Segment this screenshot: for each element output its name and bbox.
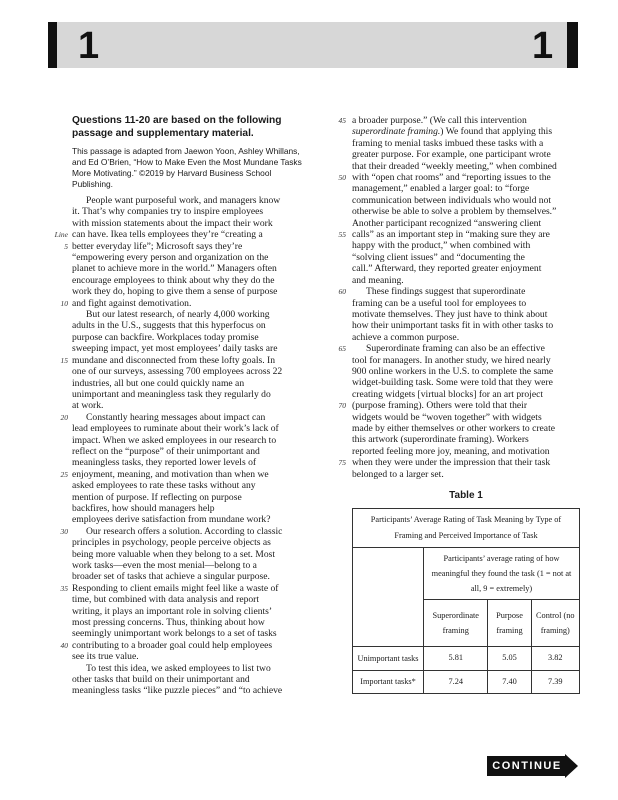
line-text: most pressing concerns. Thus, thinking about how: [72, 617, 265, 629]
line-number: 65: [338, 344, 346, 354]
line-text: that their dreaded “weekly meeting,” when combined: [352, 160, 557, 172]
passage-line: [352, 332, 580, 343]
line-text: enjoyment, meaning, and motivation than when we: [72, 468, 269, 480]
line-text: happy with the product,” when combined with: [352, 240, 531, 252]
passage-line: [72, 617, 312, 628]
passage-line: [72, 663, 312, 674]
line-text: (purpose framing). Others were told that their: [352, 400, 528, 412]
passage-line: [352, 275, 580, 286]
line-number: 70: [338, 401, 346, 411]
line-number: 15: [60, 355, 68, 365]
line-text: industries, all but one could quickly name an: [72, 377, 245, 389]
source-line: This passage is adapted from Jaewon Yoon, Ashley Whillans,: [72, 146, 300, 156]
line-number: 60: [338, 287, 346, 297]
passage-line: [352, 138, 580, 149]
line-number: 75: [338, 458, 346, 468]
line-text: greater purpose. For example, one participant wrote: [352, 149, 551, 161]
header-left-block: [48, 22, 57, 68]
passage-line: [352, 298, 580, 309]
row-label: Important tasks*: [353, 671, 424, 694]
passage-line: [72, 571, 312, 582]
table-row: [353, 671, 580, 694]
table-cell: 5.81: [424, 647, 488, 671]
passage-line: [72, 651, 312, 662]
passage-line: [72, 320, 312, 331]
line-text: People want purposeful work, and managers know: [86, 195, 281, 206]
line-text: with mission statements about the impact their work: [72, 217, 273, 229]
line-number: 5: [64, 241, 68, 251]
line-text: backfires, how should managers help: [72, 502, 215, 514]
passage-line: [352, 469, 580, 480]
passage-line: [72, 514, 312, 525]
table-subheader-row: [353, 548, 580, 600]
passage-line: [338, 115, 580, 126]
table-corner-cell: [353, 548, 424, 647]
questions-heading: Questions 11-20 are based on the following passage and supplementary material.: [72, 115, 282, 139]
line-text: widgets would be “woven together” with widgets: [352, 411, 542, 423]
passage-line: [72, 549, 312, 560]
line-text: planet to achieve more in the world.” Managers often: [72, 263, 277, 275]
table-cell: 7.40: [488, 671, 531, 694]
column-header: Purpose framing: [488, 600, 531, 647]
line-number: Line: [54, 230, 68, 240]
line-text: at work.: [72, 400, 104, 412]
line-text: tool for managers. In another study, we hired nearly: [352, 354, 551, 366]
line-text: reflect on the “purpose” of their unimportant and: [72, 445, 260, 457]
right-column: [338, 115, 580, 694]
passage-line: [72, 628, 312, 639]
passage-line: [72, 435, 312, 446]
line-number: 40: [60, 640, 68, 650]
passage-line: [72, 503, 312, 514]
passage-line: [72, 400, 312, 411]
line-text: belonged to a larger set.: [352, 468, 444, 480]
passage-line: [72, 606, 312, 617]
table-cell: 3.82: [531, 647, 579, 671]
source-line: Publishing.: [72, 179, 113, 189]
passage-line: [352, 195, 580, 206]
passage-line: [72, 252, 312, 263]
passage-line: [72, 594, 312, 605]
line-number: 50: [338, 173, 346, 183]
passage-line: [338, 457, 580, 469]
line-text: and fight against demotivation.: [72, 297, 192, 309]
passage-right-text: [338, 115, 580, 480]
line-text: time, but combined with data analysis and report: [72, 594, 260, 606]
passage-line: [352, 366, 580, 377]
line-text: this artwork (superordinate framing). Workers: [352, 434, 529, 446]
line-text: calls” as an important step in “making sure they are: [352, 229, 550, 241]
passage-left-text: [54, 195, 312, 697]
left-column: [54, 115, 312, 697]
passage-line: [60, 354, 312, 366]
line-text: framing can be a useful tool for employees to: [352, 297, 527, 309]
passage-line: [72, 206, 312, 217]
passage-line: [72, 309, 312, 320]
line-text: sweeping impact, yet most employees’ daily tasks are: [72, 343, 278, 355]
passage-line: [352, 377, 580, 388]
line-text: how their unimportant tasks fit in with other tasks to: [352, 320, 554, 332]
line-text: mundane and disconnected from these lofty goals. In: [72, 354, 276, 366]
line-text: lead employees to ruminate about their work’s lack of: [72, 423, 279, 435]
passage-line: [72, 195, 312, 206]
line-text: superordinate framing.) We found that applying this: [352, 126, 553, 138]
passage-line: [60, 639, 312, 651]
passage-line: [352, 126, 580, 137]
passage-line: [72, 446, 312, 457]
source-citation: [72, 146, 312, 190]
line-text: writing, it plays an important role in solving clients’: [72, 605, 273, 617]
line-text: better everyday life”; Microsoft says they’re: [72, 240, 243, 252]
line-text: being more valuable when they belong to a set. Most: [72, 548, 276, 560]
italic-term: superordinate framing.: [352, 126, 441, 138]
passage-line: [72, 275, 312, 286]
column-header: Superordinate framing: [424, 600, 488, 647]
source-line: and Ed O’Brien, “How to Make Even the Most Mundane Tasks: [72, 157, 302, 167]
continue-button[interactable]: [487, 756, 579, 776]
line-text: with “open chat rooms” and “reporting issues to the: [352, 172, 551, 184]
line-text: call.” Afterward, they reported greater enjoyment: [352, 263, 542, 275]
passage-line: [72, 492, 312, 503]
passage-line: [352, 240, 580, 251]
header-right-block: [567, 22, 578, 68]
passage-line: [72, 218, 312, 229]
line-number: 45: [338, 116, 346, 125]
line-text: motivate themselves. They just have to think about: [352, 308, 548, 320]
passage-line: [72, 263, 312, 274]
line-text: seemingly unimportant work belongs to a set of tasks: [72, 628, 277, 640]
passage-line: [60, 525, 312, 537]
line-number: 25: [60, 469, 68, 479]
line-text: can have. Ikea tells employees they’re “creating a: [72, 229, 263, 241]
passage-line: [54, 229, 312, 241]
passage-line: [72, 286, 312, 297]
passage-line: [72, 457, 312, 468]
line-text: 900 online workers in the U.S. to complete the same: [352, 365, 554, 377]
table-cell: 5.05: [488, 647, 531, 671]
line-number: 10: [60, 298, 68, 308]
passage-line: [338, 400, 580, 412]
line-text: and meaning.: [352, 274, 404, 286]
line-text: reported feeling more joy, meaning, and motivation: [352, 445, 550, 457]
line-text: communication between individuals who would not: [352, 194, 552, 206]
passage-line: [72, 332, 312, 343]
line-text: Superordinate framing can also be an effective: [366, 343, 545, 355]
line-text: management,” enabled a larger goal: to “forge: [352, 183, 530, 195]
passage-line: [352, 309, 580, 320]
passage-line: [352, 218, 580, 229]
line-text: “solving client issues” and “documenting the: [352, 251, 525, 263]
passage-line: [352, 320, 580, 331]
continue-label: CONTINUE: [492, 760, 562, 772]
passage-line: [352, 355, 580, 366]
line-text: when they were under the impression that their task: [352, 457, 551, 469]
passage-line: [72, 366, 312, 377]
line-text: mention of purpose. If reflecting on purpose: [72, 491, 242, 503]
line-text: see its true value.: [72, 651, 139, 663]
passage-line: [352, 434, 580, 445]
passage-line: [338, 286, 580, 298]
line-text: Another participant recognized “answering client: [352, 217, 542, 229]
line-text: work they do, hoping to give them a sense of purpose: [72, 286, 278, 298]
line-text: Constantly hearing messages about impact can: [86, 411, 266, 423]
passage-line: [72, 537, 312, 548]
passage-line: [352, 183, 580, 194]
line-text: made by either themselves or other workers to create: [352, 422, 555, 434]
line-number: 35: [60, 583, 68, 593]
line-text: framing to menial tasks imbued these tasks with a: [352, 137, 544, 149]
column-header: Control (no framing): [531, 600, 579, 647]
passage-line: [60, 468, 312, 480]
passage-line: [72, 343, 312, 354]
line-text: principles in psychology, people perceive objects as: [72, 537, 271, 549]
passage-line: [72, 378, 312, 389]
line-text: employees derive satisfaction from mundane work?: [72, 514, 271, 526]
passage-line: [72, 560, 312, 571]
passage-line: [60, 297, 312, 309]
line-text: it. That’s why companies try to inspire employees: [72, 206, 264, 218]
row-label: Unimportant tasks: [353, 647, 424, 671]
line-text: a broader purpose.” (We call this intervention: [352, 115, 527, 126]
line-text: These findings suggest that superordinate: [366, 286, 526, 298]
section-number-right: 1: [532, 25, 554, 67]
line-text: encourage employees to think about why they do the: [72, 274, 275, 286]
passage-line: [60, 411, 312, 423]
line-text: Responding to client emails might feel like a waste of: [72, 582, 279, 594]
line-text: unimportant and meaningless task they regularly do: [72, 388, 271, 400]
line-text: purpose can backfire. Workplaces today promise: [72, 331, 259, 343]
passage-line: [338, 229, 580, 241]
passage-line: [72, 423, 312, 434]
line-number: 55: [338, 230, 346, 240]
line-text: other tasks that build on their unimportant and: [72, 674, 250, 686]
line-text: To test this idea, we asked employees to list two: [86, 662, 271, 674]
passage-line: [352, 206, 580, 217]
passage-line: [72, 480, 312, 491]
line-text: achieve a common purpose.: [352, 331, 460, 343]
passage-line: [338, 172, 580, 184]
table-row: [353, 647, 580, 671]
line-text: asked employees to rate these tasks without any: [72, 480, 256, 492]
passage-line: [352, 446, 580, 457]
passage-line: [352, 161, 580, 172]
line-text: otherwise be able to solve a problem by themselves.”: [352, 206, 557, 218]
table-caption: Participants’ Average Rating of Task Meaning by Type of Framing and Perceived Importance of Task: [353, 509, 580, 548]
table-cell: 7.24: [424, 671, 488, 694]
section-number-left: 1: [78, 25, 100, 67]
passage-line: [352, 263, 580, 274]
line-text: creating widgets [virtual blocks] for an art project: [352, 388, 544, 400]
line-number: 20: [60, 412, 68, 422]
passage-line: [72, 389, 312, 400]
line-text: adults in the U.S., suggests that this hyperfocus on: [72, 320, 266, 332]
line-text: meaningless tasks, they reported lower levels of: [72, 457, 257, 469]
passage-line: [352, 423, 580, 434]
data-table: [352, 508, 580, 694]
line-text: work tasks—even the most menial—belong to a: [72, 560, 257, 571]
passage-line: [352, 149, 580, 160]
passage-line: [352, 252, 580, 263]
line-text: meaningless tasks “like puzzle pieces” and “to achieve: [72, 685, 283, 697]
table-caption-row: [353, 509, 580, 548]
passage-line: [352, 412, 580, 423]
passage-line: [338, 343, 580, 355]
passage-line: [72, 674, 312, 685]
line-number: 30: [60, 526, 68, 536]
passage-line: [72, 685, 312, 696]
page-header-bar: [48, 22, 578, 68]
table-subheader: Participants’ average rating of how meaningful they found the task (1 = not at all, 9 = extremely): [424, 548, 580, 600]
passage-line: [64, 240, 312, 252]
passage-line: [352, 389, 580, 400]
passage-line: [60, 582, 312, 594]
table-cell: 7.39: [531, 671, 579, 694]
line-text: broader set of tasks that achieve a singular purpose.: [72, 571, 270, 583]
table-title: Table 1: [449, 490, 483, 501]
line-text: contributing to a broader goal could help employees: [72, 639, 273, 651]
line-text: “empowering every person and organization on the: [72, 252, 269, 264]
line-text: But our latest research, of nearly 4,000 working: [86, 309, 270, 321]
line-text: one of our surveys, assessing 700 employees across 22: [72, 366, 283, 378]
line-text: impact. When we asked employees in our research to: [72, 434, 277, 446]
source-line: More Motivating.” ©2019 by Harvard Business School: [72, 168, 272, 178]
line-text: Our research offers a solution. According to classic: [86, 525, 283, 537]
line-text: widget-building task. Some were told that they were: [352, 377, 553, 389]
